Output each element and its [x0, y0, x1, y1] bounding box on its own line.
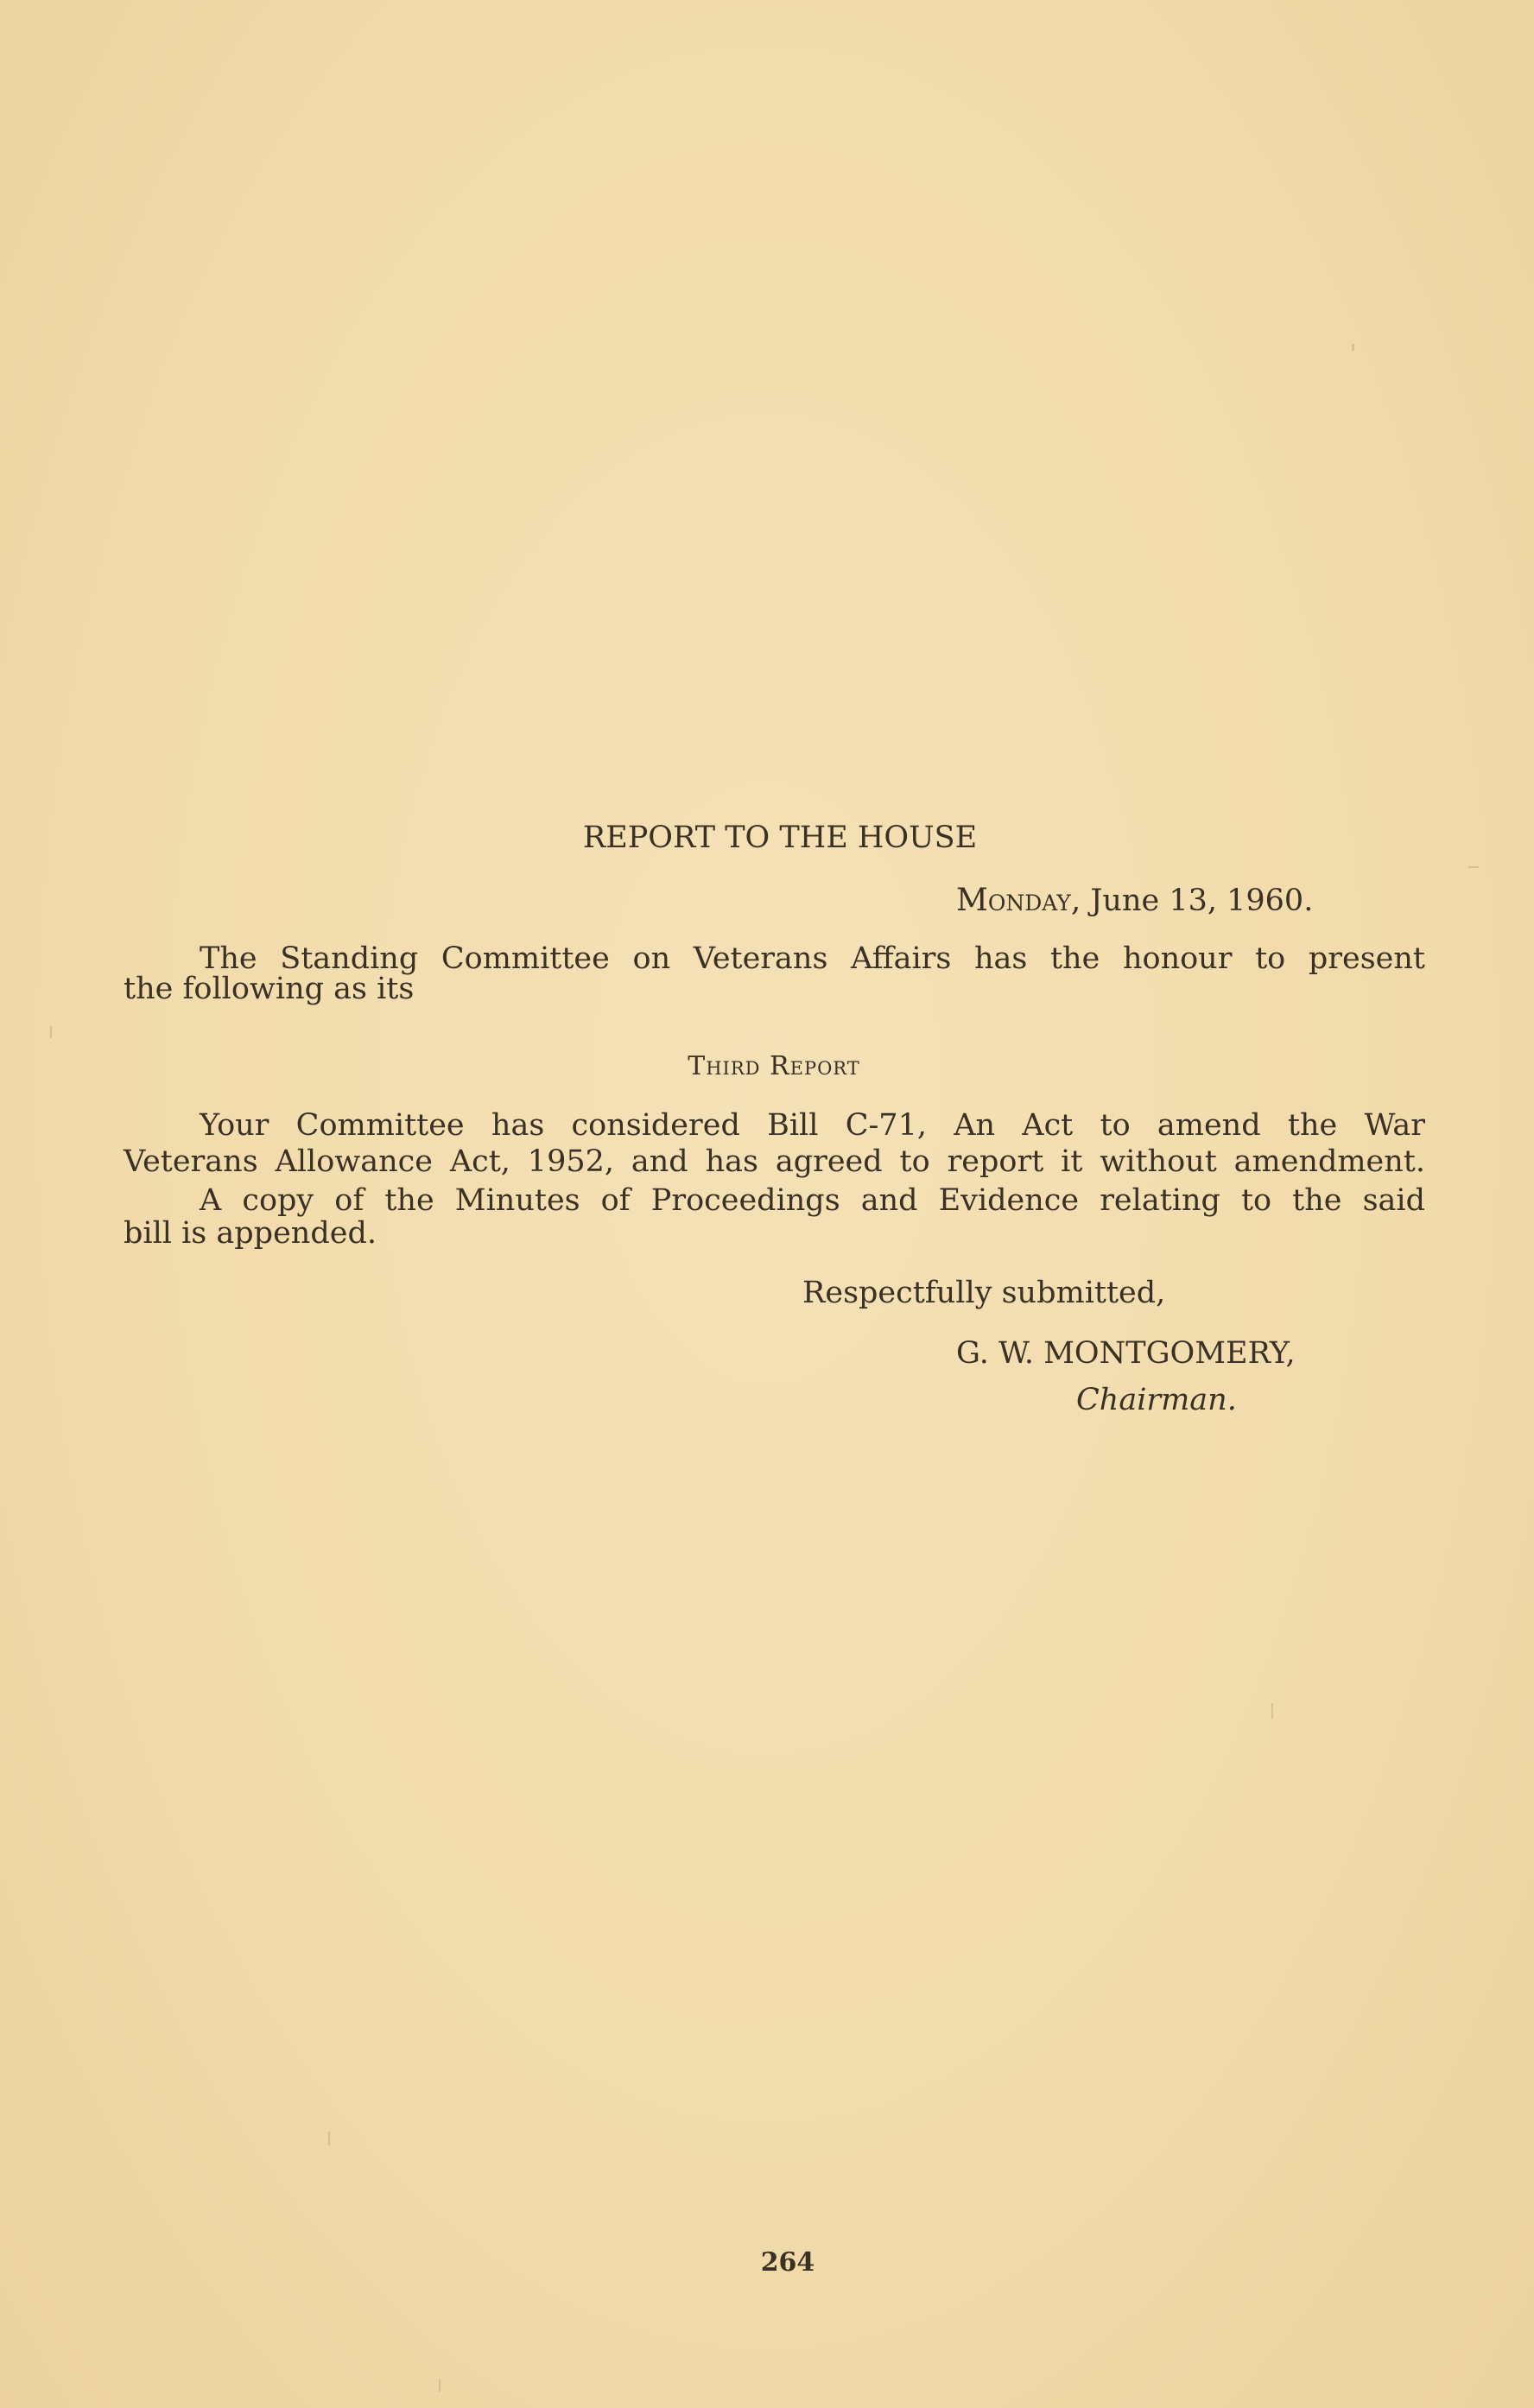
closing-text: Respectfully submitted, — [802, 1276, 1166, 1310]
intro-line-2: the following as its — [124, 972, 415, 1006]
report-subheading: Third Report — [688, 1051, 860, 1081]
signatory-name: G. W. MONTGOMERY, — [956, 1336, 1296, 1371]
paper-fleck — [1352, 344, 1354, 351]
paper-fleck — [50, 1026, 52, 1038]
body-line-4: bill is appended. — [124, 1216, 377, 1251]
intro-line-1: The Standing Committee on Veterans Affairs has the honour to present — [200, 941, 1425, 976]
paper-fleck — [1468, 866, 1479, 868]
paper-fleck — [1271, 1703, 1273, 1719]
report-heading: REPORT TO THE HOUSE — [582, 821, 978, 855]
report-date-rest: June 13, 1960. — [1081, 884, 1314, 918]
paper-fleck — [328, 2132, 330, 2145]
signatory-title: Chairman. — [1076, 1383, 1237, 1417]
body-line-3: A copy of the Minutes of Proceedings and Evidence relating to the said — [200, 1183, 1425, 1218]
report-date — [956, 884, 1313, 918]
body-line-2: Veterans Allowance Act, 1952, and has agreed to report it without amendment. — [124, 1144, 1425, 1179]
report-date-day: Monday, — [956, 883, 1081, 918]
page-number: 264 — [760, 2247, 815, 2278]
paper-fleck — [439, 2379, 441, 2392]
body-line-1: Your Committee has considered Bill C-71, An Act to amend the War — [200, 1108, 1425, 1143]
